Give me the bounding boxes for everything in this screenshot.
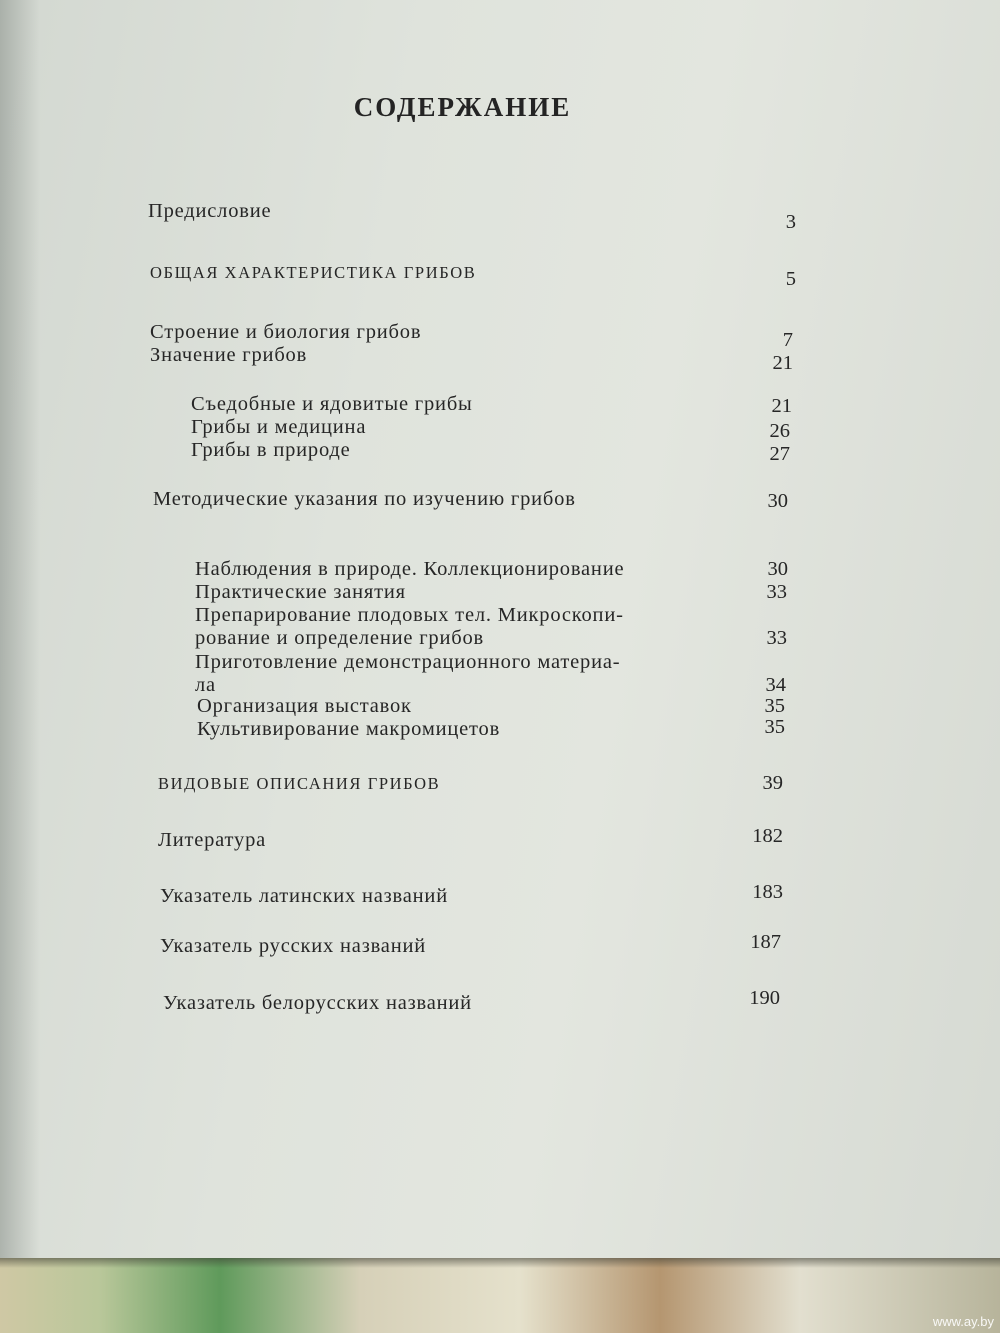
toc-entry-text: Препарирование плодовых тел. Микроскопи-: [195, 604, 624, 626]
toc-entry-text: Культивирование макромицетов: [197, 718, 501, 740]
toc-entry-text: Указатель белорусских названий: [163, 992, 472, 1014]
toc-entry-text: Организация выставок: [197, 695, 412, 717]
toc-entry-text: Наблюдения в природе. Коллекционирование: [195, 558, 625, 580]
toc-entry-text: ла: [195, 674, 216, 696]
toc-entry-page: 183: [752, 881, 783, 903]
toc-entry-page: 21: [771, 395, 792, 417]
toc-entry-page: 39: [762, 772, 783, 794]
toc-entry-text: Практические занятия: [195, 581, 406, 603]
toc-entry-page: 27: [769, 443, 790, 465]
toc-entry-text: Предисловие: [148, 200, 272, 222]
toc-entry-text: Грибы и медицина: [191, 416, 367, 438]
toc-entry-text: Указатель русских названий: [160, 935, 427, 957]
toc-entry-page: 30: [767, 558, 788, 580]
toc-entry-page: 26: [769, 420, 790, 442]
toc-entry-page: 35: [764, 716, 785, 738]
toc-entry-text: Методические указания по изучению грибов: [153, 488, 576, 510]
toc-entry-text: Указатель латинских названий: [160, 885, 448, 907]
page-edge-shadow: [0, 0, 40, 1260]
toc-entry-page: 35: [764, 695, 785, 717]
toc-entry-page: 34: [765, 674, 786, 696]
toc-entry-text: Приготовление демонстрационного материа-: [195, 651, 621, 673]
toc-entry-text: ВИДОВЫЕ ОПИСАНИЯ ГРИБОВ: [158, 774, 441, 793]
toc-entry-text: Съедобные и ядовитые грибы: [191, 393, 473, 415]
toc-entry-text: рование и определение грибов: [195, 627, 484, 649]
toc-entry-text: Литература: [158, 829, 267, 851]
toc-entry-text: ОБЩАЯ ХАРАКТЕРИСТИКА ГРИБОВ: [150, 263, 477, 282]
toc-entry-text: Значение грибов: [150, 344, 308, 366]
toc-entry-page: 33: [766, 581, 787, 603]
toc-entry-page: 30: [767, 490, 788, 512]
toc-entry-page: 21: [772, 352, 793, 374]
toc-entry-text: Строение и биология грибов: [150, 321, 422, 343]
toc-entry-page: 3: [785, 211, 796, 233]
toc-entry-page: 33: [766, 627, 787, 649]
watermark: www.ay.by: [932, 1314, 994, 1329]
toc-entry-page: 190: [749, 987, 780, 1009]
toc-entry-page: 7: [782, 329, 793, 351]
page-title: СОДЕРЖАНИЕ: [353, 92, 572, 122]
toc-entry-text: Грибы в природе: [191, 439, 351, 461]
toc-entry-page: 5: [785, 268, 796, 290]
cover-shadow: [0, 1258, 1000, 1268]
toc-entry-page: 182: [752, 825, 783, 847]
toc-entry-page: 187: [750, 931, 781, 953]
book-cover-strip: [0, 1258, 1000, 1333]
